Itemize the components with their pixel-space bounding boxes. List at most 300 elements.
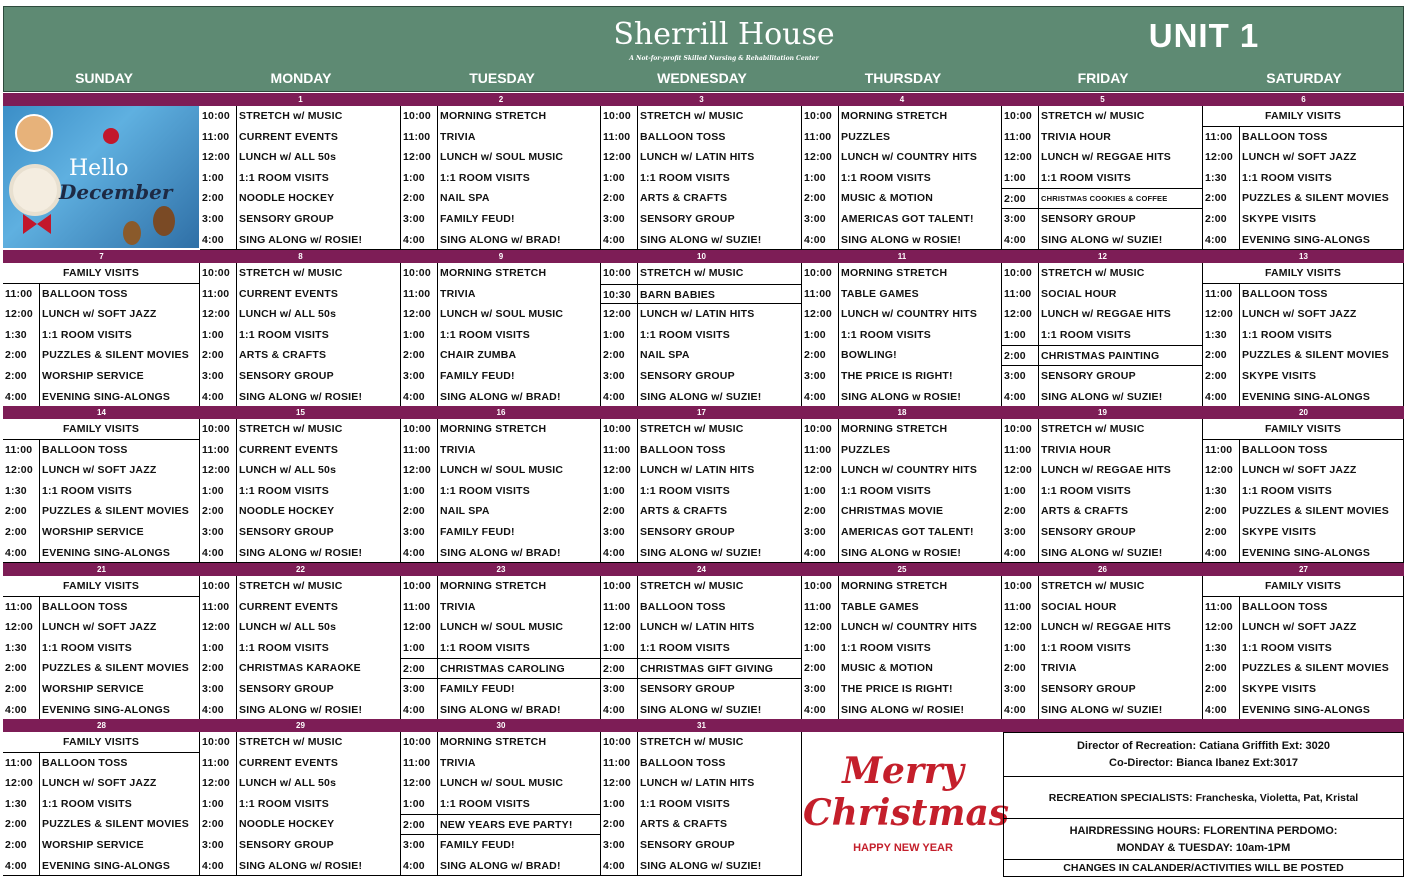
- activity-row: [601, 230, 801, 251]
- activity-row: [1203, 209, 1403, 230]
- day-cell: [401, 419, 601, 563]
- activity-row: [3, 366, 199, 387]
- activity-time: 1:00: [401, 794, 438, 815]
- activity-row: [1002, 345, 1202, 366]
- day-header-friday: FRIDAY: [1077, 70, 1129, 86]
- activity-row: [200, 794, 400, 815]
- activity-name: SING ALONG w/ ROSIE!: [239, 390, 363, 403]
- activity-time: 12:00: [3, 617, 40, 638]
- activity-time: 1:00: [802, 325, 839, 346]
- activity-name: LUNCH w/ ALL 50s: [239, 464, 337, 477]
- day-cell: [200, 732, 401, 876]
- activity-time: 3:00: [1002, 209, 1039, 230]
- activity-name: 1:1 ROOM VISITS: [42, 328, 132, 341]
- day-number: 18: [897, 408, 907, 417]
- activity-time: 11:00: [802, 597, 839, 618]
- activity-time: 2:00: [3, 814, 40, 835]
- activity-time: 2:00: [3, 345, 40, 366]
- activity-time: 11:00: [200, 127, 237, 148]
- activity-name: SING ALONG w/ ROSIE!: [239, 233, 363, 246]
- activity-row: [802, 106, 1001, 127]
- activity-time: 3:00: [802, 209, 839, 230]
- activity-time: 2:00: [200, 658, 237, 679]
- activity-name: SING ALONG w/ SUZIE!: [640, 390, 762, 403]
- day-number: 19: [1098, 408, 1107, 417]
- hairdressing-block: [1004, 819, 1403, 860]
- activity-row: [601, 345, 801, 366]
- activity-time: 12:00: [601, 460, 638, 481]
- activity-name: LUNCH w/ REGGAE HITS: [1041, 308, 1172, 321]
- activity-name: 1:1 ROOM VISITS: [1041, 641, 1131, 654]
- activity-name: SENSORY GROUP: [239, 682, 334, 695]
- activity-time: 4:00: [1002, 230, 1039, 251]
- activity-name: LUNCH w/ SOFT JAZZ: [1242, 621, 1357, 634]
- day-cell: [601, 419, 802, 563]
- activity-row: [3, 617, 199, 638]
- activity-time: 1:00: [601, 638, 638, 659]
- activity-name: ARTS & CRAFTS: [1041, 505, 1129, 518]
- activity-row: [401, 188, 600, 209]
- activity-time: 3:00: [401, 835, 438, 856]
- activity-row: [1002, 481, 1202, 502]
- activity-time: 2:00: [1203, 366, 1240, 387]
- activity-name: 1:1 ROOM VISITS: [1041, 171, 1131, 184]
- activity-row: [601, 700, 801, 721]
- activity-row: [401, 835, 600, 856]
- activity-name: PUZZLES & SILENT MOVIES: [1242, 349, 1389, 362]
- activity-row: [200, 304, 400, 325]
- activity-name: SENSORY GROUP: [1041, 369, 1136, 382]
- activity-time: 4:00: [802, 700, 839, 721]
- activity-row: [401, 209, 600, 230]
- activity-time: 3:00: [1002, 679, 1039, 700]
- activity-time: 11:00: [802, 284, 839, 305]
- activity-row: [802, 700, 1001, 721]
- activity-time: 12:00: [802, 147, 839, 168]
- activity-row: [1203, 106, 1403, 127]
- day-number: 13: [1299, 252, 1308, 261]
- hello-text: Hello: [69, 156, 129, 181]
- activity-time: 1:00: [1002, 168, 1039, 189]
- activity-time: 12:00: [200, 460, 237, 481]
- activity-time: 1:00: [200, 794, 237, 815]
- day-cell: [601, 732, 802, 876]
- activity-name: CHRISTMAS GIFT GIVING: [640, 663, 774, 676]
- activity-row: [1002, 460, 1202, 481]
- activity-time: 2:00: [3, 679, 40, 700]
- day-number: 16: [496, 408, 506, 417]
- activity-time: 3:00: [401, 209, 438, 230]
- activity-name: LUNCH w/ ALL 50s: [239, 151, 337, 164]
- activity-name: TRIVIA: [1041, 662, 1077, 675]
- activity-row: [401, 617, 600, 638]
- activity-name: CURRENT EVENTS: [239, 756, 339, 769]
- activity-name: STRETCH w/ MUSIC: [1041, 423, 1145, 435]
- activity-time: 10:00: [802, 419, 839, 440]
- activity-name: WORSHIP SERVICE: [42, 838, 144, 851]
- activity-row: [1002, 501, 1202, 522]
- activity-row: [200, 440, 400, 461]
- activity-row: [802, 127, 1001, 148]
- activity-time: 4:00: [1203, 387, 1240, 408]
- day-number: 24: [697, 565, 706, 574]
- activity-row: [1002, 263, 1202, 284]
- activity-name: EVENING SING-ALONGS: [1242, 233, 1371, 246]
- activity-name: PUZZLES & SILENT MOVIES: [42, 818, 189, 831]
- activity-name: EVENING SING-ALONGS: [1242, 390, 1371, 403]
- activity-time: 11:00: [1002, 127, 1039, 148]
- activity-time: 11:00: [401, 597, 438, 618]
- activity-row: [601, 814, 801, 835]
- activity-time: 12:00: [401, 460, 438, 481]
- activity-time: 10:00: [200, 263, 237, 284]
- activity-name: FAMILY FEUD!: [440, 212, 515, 225]
- activity-row: [3, 794, 199, 815]
- activity-time: 11:00: [401, 284, 438, 305]
- activity-time: 12:00: [200, 773, 237, 794]
- activity-row: [200, 576, 400, 597]
- activity-name: LUNCH w/ REGGAE HITS: [1041, 151, 1172, 164]
- co-director: Co-Director: Bianca Ibanez Ext:3017: [1109, 757, 1298, 769]
- activity-row: [3, 522, 199, 543]
- activity-name: LUNCH w/ SOFT JAZZ: [1242, 151, 1357, 164]
- day-number: 29: [296, 721, 305, 730]
- activity-time: 4:00: [401, 856, 438, 877]
- activity-name: SING ALONG w ROSIE!: [841, 390, 962, 403]
- activity-row: [601, 168, 801, 189]
- activity-time: 4:00: [3, 387, 40, 408]
- activity-row: [1203, 168, 1403, 189]
- activity-row: [601, 325, 801, 346]
- day-number: 30: [496, 721, 506, 730]
- activity-row: [200, 127, 400, 148]
- day-number: 15: [296, 408, 305, 417]
- activity-row: [1203, 522, 1403, 543]
- activity-time: 1:00: [601, 325, 638, 346]
- activity-time: 4:00: [1203, 543, 1240, 564]
- activity-row: [1203, 345, 1403, 366]
- activity-name: LUNCH w/ ALL 50s: [239, 621, 337, 634]
- activity-row: [802, 147, 1001, 168]
- director-of-recreation: Director of Recreation: Catiana Griffith Ext: 3020: [1076, 740, 1331, 752]
- activity-time: 10:00: [401, 263, 438, 284]
- activity-name: SING ALONG w/ SUZIE!: [1041, 546, 1163, 559]
- activity-name: CHRISTMAS CAROLING: [440, 663, 565, 676]
- activity-name: STRETCH w/ MUSIC: [1041, 580, 1145, 592]
- activity-row: [1203, 638, 1403, 659]
- activity-row: [401, 543, 600, 564]
- activity-time: 3:00: [802, 522, 839, 543]
- activity-name: LUNCH w/ COUNTRY HITS: [841, 151, 978, 164]
- day-number: 22: [296, 565, 305, 574]
- activity-time: 2:00: [1002, 658, 1039, 679]
- activity-time: 3:00: [200, 679, 237, 700]
- activity-name: SING ALONG w/ BRAD!: [440, 233, 561, 246]
- activity-name: SENSORY GROUP: [640, 682, 735, 695]
- activity-name: ARTS & CRAFTS: [239, 349, 327, 362]
- activity-name: BOWLING!: [841, 349, 897, 362]
- day-cell: [802, 576, 1002, 720]
- activity-time: 4:00: [802, 230, 839, 251]
- activity-time: 1:00: [200, 168, 237, 189]
- activity-time: 12:00: [601, 304, 638, 325]
- activity-name: BARN BABIES: [640, 288, 716, 301]
- activity-row: [401, 753, 600, 774]
- day-number: 1: [298, 95, 303, 104]
- activity-row: [401, 263, 600, 284]
- activity-row: [401, 419, 600, 440]
- activity-time: 4:00: [401, 543, 438, 564]
- activity-row: [401, 230, 600, 251]
- activity-row: [601, 127, 801, 148]
- day-cell: [802, 106, 1002, 250]
- activity-time: 4:00: [200, 387, 237, 408]
- activity-row: [3, 835, 199, 856]
- activity-time: 3:00: [200, 366, 237, 387]
- activity-name: FAMILY VISITS: [62, 580, 140, 592]
- activity-row: [1203, 325, 1403, 346]
- activity-row: [601, 209, 801, 230]
- day-cell: [1002, 263, 1203, 407]
- activity-name: TRIVIA: [440, 130, 476, 143]
- activity-name: STRETCH w/ MUSIC: [239, 580, 343, 592]
- activity-row: [1203, 460, 1403, 481]
- activity-row: [401, 345, 600, 366]
- activity-row: [401, 147, 600, 168]
- activity-row: [601, 638, 801, 659]
- activity-time: 11:00: [3, 753, 40, 774]
- activity-name: STRETCH w/ MUSIC: [640, 423, 744, 435]
- day-cell: [802, 419, 1002, 563]
- activity-row: [802, 460, 1001, 481]
- activity-row: [1002, 230, 1202, 251]
- activity-row: [1203, 188, 1403, 209]
- activity-name: SING ALONG w ROSIE!: [841, 233, 962, 246]
- activity-name: STRETCH w/ MUSIC: [239, 423, 343, 435]
- activity-name: SKYPE VISITS: [1242, 682, 1317, 695]
- activity-time: 2:00: [200, 345, 237, 366]
- activity-time: 3:00: [401, 522, 438, 543]
- activity-name: MORNING STRETCH: [841, 423, 948, 435]
- activity-name: SING ALONG w/ ROSIE!: [239, 546, 363, 559]
- activity-time: 1:00: [401, 481, 438, 502]
- day-cell: [1203, 419, 1404, 563]
- activity-time: 1:00: [200, 638, 237, 659]
- activity-name: CURRENT EVENTS: [239, 130, 339, 143]
- activity-time: 4:00: [601, 387, 638, 408]
- activity-row: [200, 230, 400, 251]
- activity-row: [601, 366, 801, 387]
- day-header-sunday: SUNDAY: [75, 70, 133, 86]
- activity-row: [401, 366, 600, 387]
- activity-time: 4:00: [1002, 387, 1039, 408]
- activity-name: EVENING SING-ALONGS: [42, 546, 171, 559]
- activity-row: [802, 543, 1001, 564]
- activity-name: 1:1 ROOM VISITS: [239, 328, 329, 341]
- activity-row: [3, 284, 199, 305]
- activity-name: LUNCH w/ LATIN HITS: [640, 777, 755, 790]
- activity-time: 1:00: [401, 168, 438, 189]
- activity-row: [3, 387, 199, 408]
- activity-name: BALLOON TOSS: [42, 287, 128, 300]
- day-cell: [1203, 576, 1404, 720]
- activity-time: 12:00: [802, 460, 839, 481]
- activity-time: 10:30: [601, 285, 638, 304]
- activity-row: [1002, 168, 1202, 189]
- calendar-header: [3, 6, 1404, 92]
- activity-row: [401, 460, 600, 481]
- activity-time: 12:00: [200, 304, 237, 325]
- activity-row: [601, 106, 801, 127]
- day-cell: [1002, 106, 1203, 250]
- activity-row: [3, 543, 199, 564]
- day-cell: [200, 576, 401, 720]
- activity-name: 1:1 ROOM VISITS: [841, 641, 931, 654]
- activity-name: FAMILY FEUD!: [440, 838, 515, 851]
- activity-name: 1:1 ROOM VISITS: [440, 328, 530, 341]
- activity-row: [1002, 419, 1202, 440]
- activity-time: 4:00: [401, 700, 438, 721]
- activity-time: 4:00: [1002, 700, 1039, 721]
- activity-name: 1:1 ROOM VISITS: [42, 797, 132, 810]
- activity-time: 2:00: [401, 501, 438, 522]
- activity-name: FAMILY VISITS: [1264, 110, 1342, 122]
- day-cell: [802, 263, 1002, 407]
- day-number: 8: [298, 252, 303, 261]
- activity-name: SING ALONG w/ SUZIE!: [640, 859, 762, 872]
- activity-time: 11:00: [3, 597, 40, 618]
- activity-name: SING ALONG w/ SUZIE!: [1041, 390, 1163, 403]
- activity-name: ARTS & CRAFTS: [640, 505, 728, 518]
- activity-row: [601, 440, 801, 461]
- day-cell: [401, 732, 601, 876]
- activity-row: [200, 284, 400, 305]
- unit-label: UNIT 1: [1148, 17, 1260, 54]
- activity-row: [200, 460, 400, 481]
- activity-time: 3:00: [1002, 366, 1039, 387]
- activity-time: 1:30: [3, 481, 40, 502]
- activity-name: SING ALONG w/ ROSIE!: [841, 703, 965, 716]
- activity-name: 1:1 ROOM VISITS: [640, 484, 730, 497]
- activity-name: ARTS & CRAFTS: [640, 192, 728, 205]
- activity-row: [601, 794, 801, 815]
- activity-time: 4:00: [601, 856, 638, 877]
- activity-time: 4:00: [200, 856, 237, 877]
- activity-row: [1002, 522, 1202, 543]
- activity-name: BALLOON TOSS: [1242, 287, 1328, 300]
- activity-name: BALLOON TOSS: [42, 756, 128, 769]
- activity-name: SKYPE VISITS: [1242, 525, 1317, 538]
- activity-row: [802, 304, 1001, 325]
- activity-row: [1203, 419, 1403, 440]
- activity-time: 10:00: [200, 419, 237, 440]
- day-cell: [3, 732, 200, 876]
- activity-time: 12:00: [3, 460, 40, 481]
- activity-row: [601, 856, 801, 877]
- activity-name: 1:1 ROOM VISITS: [1242, 328, 1332, 341]
- activity-time: 12:00: [1203, 460, 1240, 481]
- activity-row: [200, 501, 400, 522]
- activity-name: MORNING STRETCH: [440, 423, 547, 435]
- day-cell: [401, 263, 601, 407]
- activity-row: [601, 304, 801, 325]
- activity-name: CURRENT EVENTS: [239, 600, 339, 613]
- activity-row: [802, 658, 1001, 679]
- activity-row: [200, 856, 400, 877]
- activity-name: PUZZLES & SILENT MOVIES: [1242, 662, 1389, 675]
- activity-row: [601, 460, 801, 481]
- activity-name: WORSHIP SERVICE: [42, 525, 144, 538]
- activity-row: [401, 658, 600, 679]
- activity-row: [601, 481, 801, 502]
- activity-name: LUNCH w/ LATIN HITS: [640, 308, 755, 321]
- activity-time: 2:00: [200, 501, 237, 522]
- activity-name: MORNING STRETCH: [841, 110, 948, 122]
- activity-name: PUZZLES & SILENT MOVIES: [42, 662, 189, 675]
- activity-name: 1:1 ROOM VISITS: [1041, 328, 1131, 341]
- berry-decoration: [103, 128, 119, 144]
- activity-name: LUNCH w/ ALL 50s: [239, 308, 337, 321]
- activity-time: 2:00: [1002, 189, 1039, 208]
- activity-name: THE PRICE IS RIGHT!: [841, 369, 953, 382]
- activity-name: SING ALONG w/ ROSIE!: [239, 703, 363, 716]
- activity-time: 4:00: [802, 387, 839, 408]
- activity-row: [1002, 284, 1202, 305]
- activity-time: 1:30: [3, 325, 40, 346]
- day-cell: [3, 576, 200, 720]
- activity-time: 12:00: [1002, 617, 1039, 638]
- changes-notice: CHANGES IN CALANDER/ACTIVITIES WILL BE POSTED: [1063, 862, 1344, 874]
- day-number: 12: [1098, 252, 1107, 261]
- activity-row: [1002, 440, 1202, 461]
- activity-time: 4:00: [200, 230, 237, 251]
- activity-name: FAMILY VISITS: [62, 267, 140, 279]
- activity-time: 2:00: [601, 659, 638, 678]
- activity-name: SENSORY GROUP: [239, 212, 334, 225]
- activity-row: [3, 304, 199, 325]
- activity-row: [401, 794, 600, 815]
- hairdressing-days: MONDAY & TUESDAY: 10am-1PM: [1116, 842, 1291, 854]
- activity-row: [3, 345, 199, 366]
- activity-time: 2:00: [1203, 209, 1240, 230]
- activity-time: 2:00: [1203, 501, 1240, 522]
- activity-time: 2:00: [1002, 346, 1039, 365]
- activity-row: [200, 732, 400, 753]
- activity-name: STRETCH w/ MUSIC: [239, 110, 343, 122]
- activity-row: [1002, 147, 1202, 168]
- activity-time: 12:00: [1203, 617, 1240, 638]
- activity-row: [401, 679, 600, 700]
- activity-time: 2:00: [3, 835, 40, 856]
- activity-row: [601, 576, 801, 597]
- activity-time: 11:00: [1203, 127, 1240, 148]
- pinecone-decoration: [153, 206, 175, 236]
- activity-time: 11:00: [200, 753, 237, 774]
- activity-name: BALLOON TOSS: [1242, 443, 1328, 456]
- day-number: 6: [1301, 95, 1306, 104]
- activity-row: [601, 617, 801, 638]
- activity-row: [401, 700, 600, 721]
- activity-row: [401, 106, 600, 127]
- activity-row: [3, 814, 199, 835]
- day-header-saturday: SATURDAY: [1266, 70, 1342, 86]
- activity-time: 12:00: [401, 617, 438, 638]
- activity-row: [601, 543, 801, 564]
- activity-row: [802, 168, 1001, 189]
- activity-name: NAIL SPA: [440, 505, 490, 518]
- hello-december-image: [3, 106, 199, 248]
- activity-time: 2:00: [1203, 188, 1240, 209]
